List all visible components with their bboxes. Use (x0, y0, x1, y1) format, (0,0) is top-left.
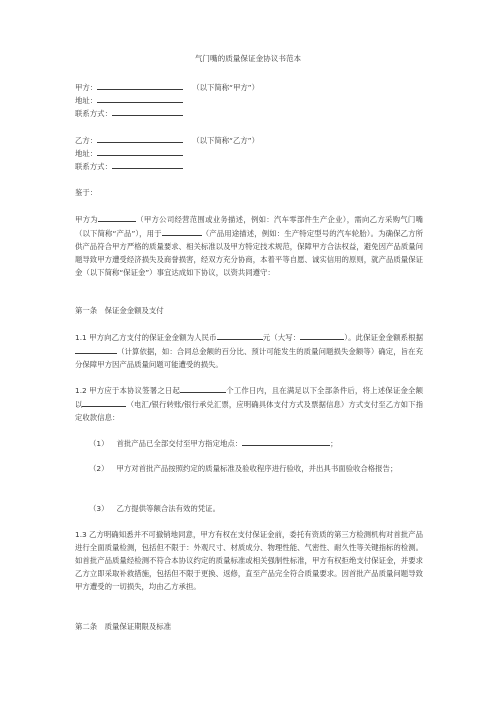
intro-text-2: （甲方公司经营范围或业务描述，例如：汽车零部件生产企业），需向乙方采购气门嘴（以下简称“产品”），用于 (75, 215, 423, 238)
item-2-text: 甲方对首批产品按照约定的质量标准及验收程序进行验收，并出具书面验收合格报告； (116, 464, 398, 473)
clause-1-1-text-a: 甲方向乙方支付的保证金金额为人民币 (89, 333, 217, 342)
clause-1-2-number: 1.2 (75, 386, 87, 395)
intro-blank-2 (162, 226, 202, 236)
party-a-contact-line (75, 106, 423, 119)
party-b-address-label: 地址： (75, 149, 98, 158)
party-a-contact-blank (112, 106, 183, 116)
party-a-address-blank (97, 93, 183, 103)
party-a-address-line (75, 93, 423, 106)
item-1-location-blank (242, 436, 330, 446)
party-b-block (75, 133, 423, 172)
clause-1-3 (75, 528, 423, 593)
intro-paragraph (75, 212, 423, 279)
article-1-heading: 第一条 保证金金额及支付 (75, 306, 164, 315)
list-item (75, 462, 423, 475)
party-a-contact-label: 联系方式： (75, 109, 112, 118)
item-1-number: （1） (89, 439, 109, 448)
item-1-text: 首批产品已全部交付至甲方指定地点： (116, 439, 243, 448)
clause-1-2-text-a: 甲方应于本协议签署之日起 (89, 386, 181, 395)
clause-1-1-uppercase-blank (300, 330, 344, 340)
party-b-name-note: （以下简称“乙方”） (192, 136, 259, 145)
clause-1-2-method-blank (82, 397, 126, 407)
clause-1-1-text-b: 元（大写： (262, 333, 301, 342)
whereas-label: 鉴于： (75, 188, 98, 197)
clause-1-2-days-blank (180, 383, 226, 393)
intro-text-3: （产品用途描述，例如：生产特定型号的汽车轮胎）。为确保乙方所供产品符合甲方严格的质量要求、相关标准以及甲方特定技术规范，保障甲方合法权益，避免因产品质量问题导致甲方遭受经济损失及商誉损害，经双方充分协商，本着平等自愿、诚实信用的原则，就产品质量保证金（以下简称“保证金”）事宜达成如下协议，以资共同遵守： (75, 229, 423, 277)
party-a-name-line (75, 80, 423, 93)
party-b-contact-blank (112, 159, 183, 169)
document-title: 气门嘴的质量保证金协议书范本 (194, 54, 302, 63)
clause-1-1-text-d: （计算依据，如：合同总金额的百分比、预计可能发生的质量问题损失金额等）确定，旨在充分保障甲方因产品质量问题可能遭受的损失。 (75, 347, 423, 369)
intro-text-1: 甲方为 (75, 215, 98, 224)
party-a-name-blank (97, 80, 183, 90)
list-item (75, 502, 423, 515)
party-b-address-blank (97, 146, 183, 156)
party-a-name-label: 甲方： (75, 83, 98, 92)
clause-1-3-number: 1.3 (75, 530, 87, 539)
clause-1-1-basis-blank (75, 344, 117, 354)
list-item (75, 436, 423, 450)
party-b-name-line (75, 133, 423, 146)
clause-1-3-text: 乙方明确知悉并不可撤销地同意，甲方有权在支付保证金前，委托有资质的第三方检测机构对首批产品进行全面质量检测，包括但不限于：外观尺寸、材质成分、物理性能、气密性、耐久性等关键指标的检测。如首批产品质量经检测不符合本协议约定的质量标准或相关强制性标准，甲方有权拒绝支付保证金，并要求乙方立即采取补救措施，包括但不限于更换、返修，直至产品完全符合质量要求。因首批产品质量问题导致甲方遭受的一切损失，均由乙方承担。 (75, 530, 423, 591)
party-a-address-label: 地址： (75, 96, 98, 105)
party-a-block (75, 80, 423, 119)
article-2-heading: 第二条 质量保证期限及标准 (75, 622, 172, 631)
item-2-number: （2） (89, 464, 109, 473)
clause-1-2-text-c: （电汇/银行转账/银行承兑汇票，应明确具体支付方式及票据信息）方式支付至乙方如下指定收款信息： (75, 400, 423, 422)
party-b-address-line (75, 146, 423, 159)
clause-1-2 (75, 383, 423, 424)
item-1-tail: ； (330, 439, 338, 448)
clause-1-1 (75, 330, 423, 371)
party-b-contact-line (75, 159, 423, 172)
party-b-name-blank (97, 133, 183, 143)
clause-1-1-amount-blank (217, 330, 263, 340)
clause-1-1-number: 1.1 (75, 333, 87, 342)
clause-1-1-text-c: ）。此保证金金额系根据 (344, 333, 423, 342)
party-b-name-label: 乙方： (75, 136, 98, 145)
item-3-number: （3） (89, 504, 109, 513)
intro-blank-1 (98, 212, 136, 222)
party-b-contact-label: 联系方式： (75, 162, 112, 171)
party-a-name-note: （以下简称“甲方”） (192, 83, 259, 92)
clause-1-2-text-b: 个工作日内，且在满足以下全部条件后，将上述保证金全额以 (75, 386, 423, 409)
item-3-text: 乙方提供等额合法有效的凭证。 (116, 504, 220, 513)
